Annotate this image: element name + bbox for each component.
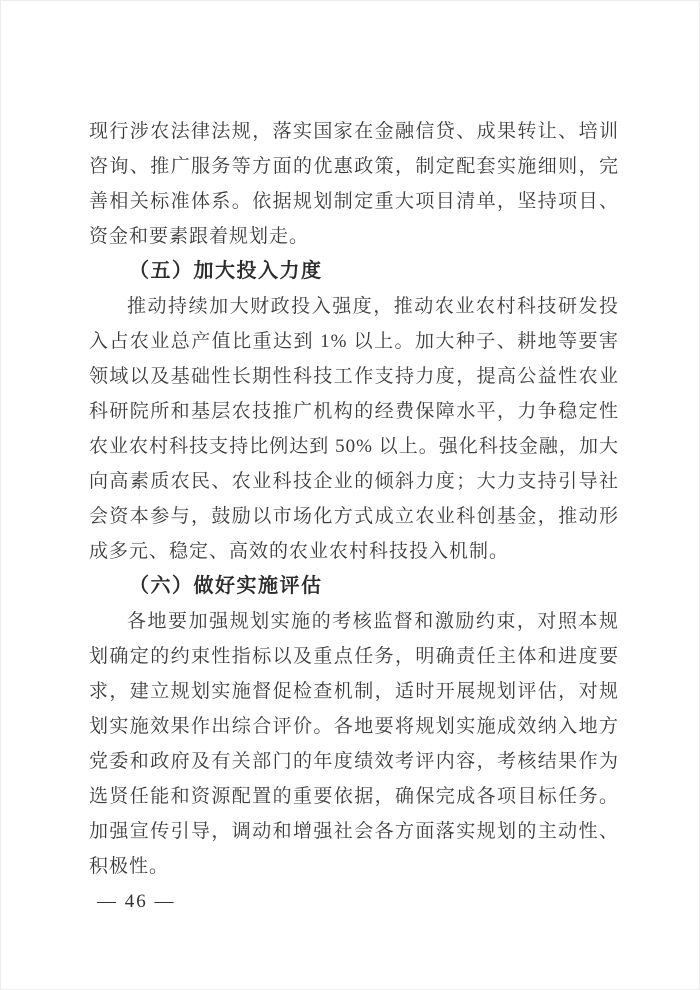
section-heading-5-increase-investment: （五）加大投入力度: [129, 260, 323, 282]
paragraph-increase-investment: 推动持续加大财政投入强度，推动农业农村科技研发投入占农业总产值比重达到 1% 以上。加大种子、耕地等要害领域以及基础性长期性科技工作支持力度，提高公益性农业科研院所和基层农技推广机构的经费保障水平，力争稳定性农业农村科技支持比例达到 50% 以上。强化科技金融，加大向高素质农民、农业科技企业的倾斜力度；大力支持引导社会资本参与，鼓励以市场化方式成立农业科创基金，推动形成多元、稳定、高效的农业农村科技投入机制。: [89, 296, 619, 562]
section-heading-6-implementation-evaluation: （六）做好实施评估: [129, 575, 323, 597]
paragraph-implementation-evaluation: 各地要加强规划实施的考核监督和激励约束，对照本规划确定的约束性指标以及重点任务，明确责任主体和进度要求，建立规划实施督促检查机制，适时开展规划评估，对规划实施效果作出综合评价。各地要将规划实施成效纳入地方党委和政府及有关部门的年度绩效考评内容，考核结果作为选贤任能和资源配置的重要依据，确保完成各项目标任务。加强宣传引导，调动和增强社会各方面落实规划的主动性、积极性。: [89, 611, 619, 877]
page-content: [89, 114, 619, 884]
paragraph-continuation: 现行涉农法律法规，落实国家在金融信贷、成果转让、培训咨询、推广服务等方面的优惠政策，制定配套实施细则，完善相关标准体系。依据规划制定重大项目清单，坚持项目、资金和要素跟着规划走。: [89, 121, 619, 247]
page-number: — 46 —: [97, 891, 176, 912]
